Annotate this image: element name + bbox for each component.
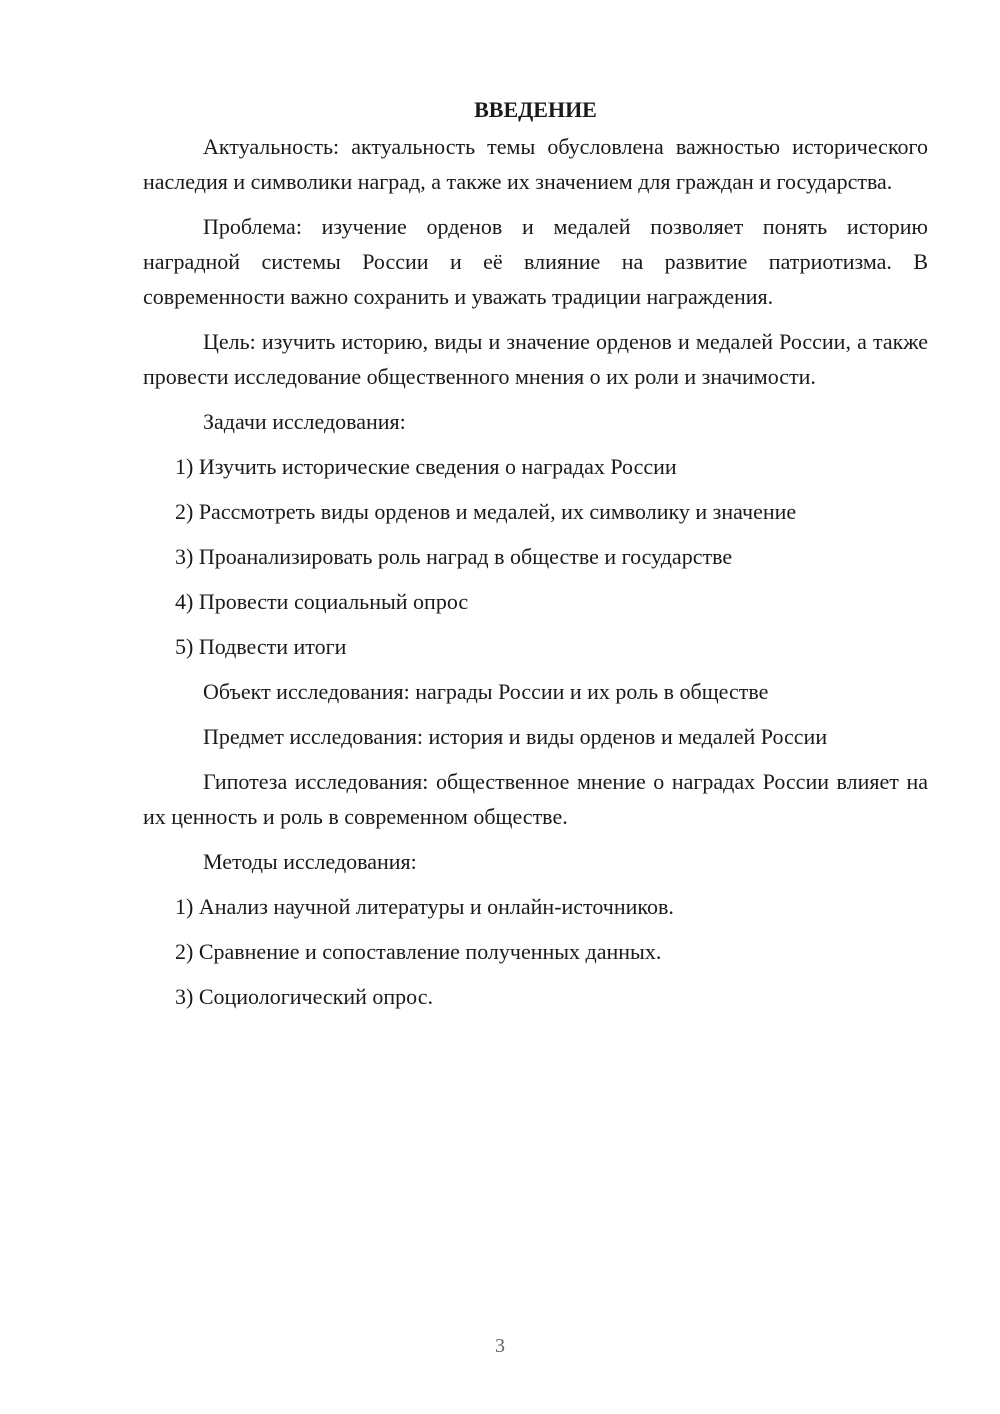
task-item: 4) Провести социальный опрос [175,589,469,614]
method-item: 2) Сравнение и сопоставление полученных данных. [175,939,662,964]
relevance-paragraph: Актуальность: актуальность темы обусловлена важностью исторического наследия и символики наград, а также их значением для граждан и государства. [143,134,928,194]
methods-heading: Методы исследования: [203,849,417,874]
task-item: 5) Подвести итоги [175,634,347,659]
page-number: 3 [495,1335,505,1357]
subject-paragraph: Предмет исследования: история и виды орденов и медалей России [203,724,828,749]
tasks-heading: Задачи исследования: [203,409,406,434]
method-item: 3) Социологический опрос. [175,984,433,1009]
task-item: 1) Изучить исторические сведения о наградах России [175,454,677,479]
task-item: 2) Рассмотреть виды орденов и медалей, их символику и значение [175,499,797,524]
document-page [143,92,928,1024]
goal-paragraph: Цель: изучить историю, виды и значение орденов и медалей России, а также провести исследование общественного мнения о их роли и значимости. [143,329,928,389]
hypothesis-paragraph: Гипотеза исследования: общественное мнение о наградах России влияет на их ценность и роль в современном обществе. [143,769,928,829]
method-item: 1) Анализ научной литературы и онлайн-источников. [175,894,674,919]
section-title: ВВЕДЕНИЕ [474,97,597,122]
problem-paragraph: Проблема: изучение орденов и медалей позволяет понять историю наградной системы России и её влияние на развитие патриотизма. В современности важно сохранить и уважать традиции награждения. [143,214,928,309]
task-item: 3) Проанализировать роль наград в обществе и государстве [175,544,733,569]
object-paragraph: Объект исследования: награды России и их роль в обществе [203,679,769,704]
